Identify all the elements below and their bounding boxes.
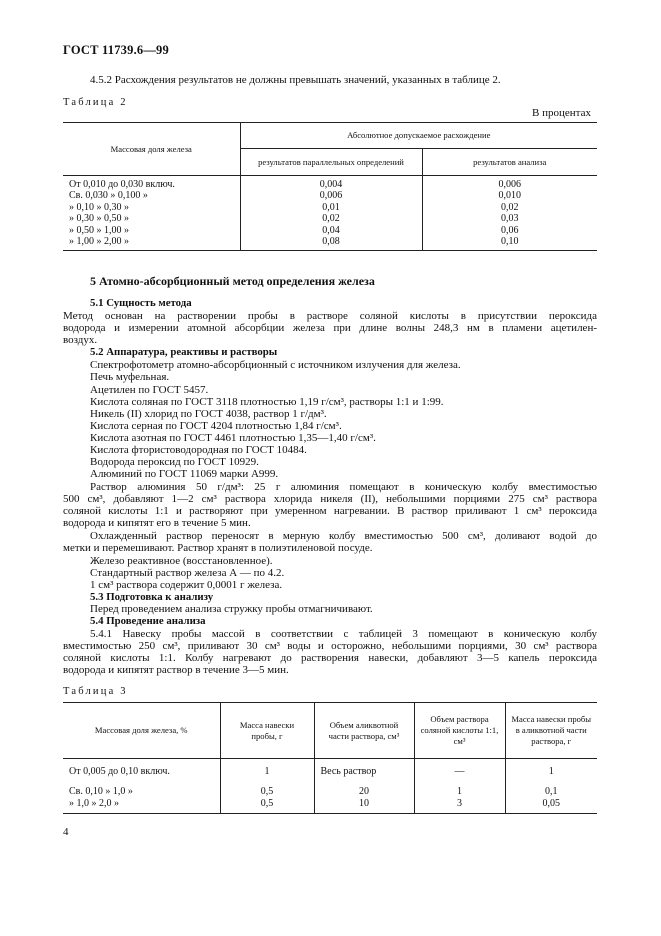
table3-caption: Таблица 3 [63, 686, 128, 697]
table3-cell: 1 [548, 766, 554, 777]
table2 [63, 122, 597, 251]
table3-cell: Весь раствор [314, 759, 414, 785]
iron-line: Стандартный раствор железа А — по 4.2. [90, 567, 285, 579]
s54-title: 5.4 Проведение анализа [90, 615, 206, 627]
al-solution-line: 500 см³, добавляют 1—2 см³ раствора хлорида никеля (II), небольшими порциями 275 см³ раствора [63, 493, 597, 505]
al-solution-line: водорода и кипятят его в течение 5 мин. [63, 517, 251, 529]
table2-row: » 1,00 » 2,00 » [69, 236, 129, 247]
table3-cell: 10 [314, 798, 414, 814]
table2-cell: 0,01 [322, 201, 340, 213]
al-solution-line: Раствор алюминия 50 г/дм³: 25 г алюминия помещают в коническую колбу вместимостью [90, 481, 597, 493]
s541-line: соляной кислоты 1:1. Колбу нагревают до растворения навески, добавляют 3—5 капель пероксида [63, 652, 597, 664]
table3-cell: 1 [220, 759, 314, 785]
table3-cell: 0,1 [545, 786, 558, 797]
table3-cell: — [414, 759, 505, 785]
al-solution-line: соляной кислоты 1:1 и растворяют при умеренном нагревании. В раствор приливают 1 см³ пероксида [63, 505, 597, 517]
s53-title: 5.3 Подготовка к анализу [90, 591, 214, 603]
section5-title: 5 Атомно-абсорбционный метод определения железа [90, 274, 375, 288]
table3-header: Объем аликвотной части раствора, см³ [314, 703, 414, 759]
table3-header: Объем раствора соляной кислоты 1:1, см³ [414, 703, 505, 759]
table3-header: Масса навески пробы, г [220, 703, 314, 759]
table2-cell: 0,006 [498, 178, 521, 190]
table2-cell: 0,006 [319, 190, 343, 201]
table2-row: Св. 0,030 » 0,100 » [69, 190, 148, 201]
table2-col-iron: Массовая доля железа [63, 123, 240, 176]
table2-cell: 0,02 [322, 213, 340, 224]
table2-unit: В процентах [532, 107, 591, 119]
s53-text: Перед проведением анализа стружку пробы отмагничивают. [90, 603, 373, 615]
table3-cell: Св. 0,10 » 1,0 » [63, 785, 220, 798]
table3-cell: 0,5 [220, 798, 314, 814]
table2-row: » 0,50 » 1,00 » [69, 224, 129, 236]
table3-cell: » 1,0 » 2,0 » [63, 798, 220, 814]
s52-line: Водорода пероксид по ГОСТ 10929. [90, 456, 259, 468]
table3-header: Массовая доля железа, % [63, 703, 220, 759]
table2-col-parallel: результатов параллельных определений [240, 149, 422, 176]
table2-row: » 0,10 » 0,30 » [69, 201, 129, 213]
table3-cell: От 0,005 до 0,10 включ. [63, 759, 220, 785]
table3-cell: 20 [314, 785, 414, 798]
table3-cell: 1 [414, 785, 505, 798]
iron-line: Железо реактивное (восстановленное). [90, 555, 273, 567]
table2-group-header: Абсолютное допускаемое расхождение [240, 123, 597, 149]
s51-line: воздух. [63, 334, 98, 346]
cooled-line: Охлажденный раствор переносят в мерную колбу вместимостью 500 см³, доливают водой до [90, 530, 597, 542]
document-header: ГОСТ 11739.6—99 [63, 43, 169, 57]
table2-cell: 0,004 [319, 178, 343, 190]
table2-row: » 0,30 » 0,50 » [69, 213, 129, 224]
s51-line: Метод основан на растворении пробы в растворе соляной кислоты в присутствии пероксида [63, 310, 597, 322]
cooled-line: метки и перемешивают. Раствор хранят в полиэтиленовой посуде. [63, 542, 373, 554]
s51-line: водорода и измерении атомной абсорбции железа при длине волны 248,3 нм в пламени ацетилен- [63, 322, 597, 334]
s52-line: Алюминий по ГОСТ 11069 марки А999. [90, 468, 279, 480]
s541-line: вместимостью 250 см³, приливают 30 см³ воды и осторожно, небольшими порциями, 30 см³ раствора [63, 640, 597, 652]
table3 [63, 702, 597, 814]
s52-line: Кислота фтористоводородная по ГОСТ 10484. [90, 444, 307, 456]
table3-cell: 3 [414, 798, 505, 814]
s51-title: 5.1 Сущность метода [90, 297, 192, 309]
s541-line: водорода и кипятят раствор в течение 3—5 мин. [63, 664, 289, 676]
table2-cell: 0,10 [501, 236, 519, 247]
table2-cell: 0,06 [501, 224, 519, 236]
s52-line: Спектрофотометр атомно-абсорбционный с источником излучения для железа. [90, 359, 461, 371]
s52-line: Ацетилен по ГОСТ 5457. [90, 384, 209, 396]
table2-cell: 0,03 [501, 213, 519, 224]
s52-line: Кислота соляная по ГОСТ 3118 плотностью 1,19 г/см³, растворы 1:1 и 1:99. [90, 396, 444, 408]
s52-line: Кислота азотная по ГОСТ 4461 плотностью 1,35—1,40 г/см³. [90, 432, 376, 444]
table3-cell: 0,05 [505, 798, 597, 814]
s52-line: Кислота серная по ГОСТ 4204 плотностью 1,84 г/см³. [90, 420, 342, 432]
table2-cell: 0,04 [322, 224, 340, 236]
s52-line: Печь муфельная. [90, 371, 170, 383]
table2-cell: 0,02 [501, 201, 519, 213]
table2-col-analysis: результатов анализа [422, 149, 597, 176]
s541-line: 5.4.1 Навеску пробы массой в соответствии с таблицей 3 помещают в коническую колбу [90, 628, 597, 640]
s52-title: 5.2 Аппаратура, реактивы и растворы [90, 346, 278, 358]
paragraph-4-5-2: 4.5.2 Расхождения результатов не должны превышать значений, указанных в таблице 2. [90, 74, 501, 86]
page-number: 4 [63, 826, 69, 838]
s52-line: Никель (II) хлорид по ГОСТ 4038, раствор 1 г/дм³. [90, 408, 327, 420]
table3-cell: 0,5 [220, 785, 314, 798]
table3-header: Масса навески пробы в аликвотной части раствора, г [505, 703, 597, 759]
iron-line: 1 см³ раствора содержит 0,0001 г железа. [90, 579, 283, 591]
table2-row: От 0,010 до 0,030 включ. [69, 178, 175, 190]
table2-cell: 0,010 [498, 190, 521, 201]
table2-cell: 0,08 [322, 236, 340, 247]
table2-caption: Таблица 2 [63, 97, 128, 108]
